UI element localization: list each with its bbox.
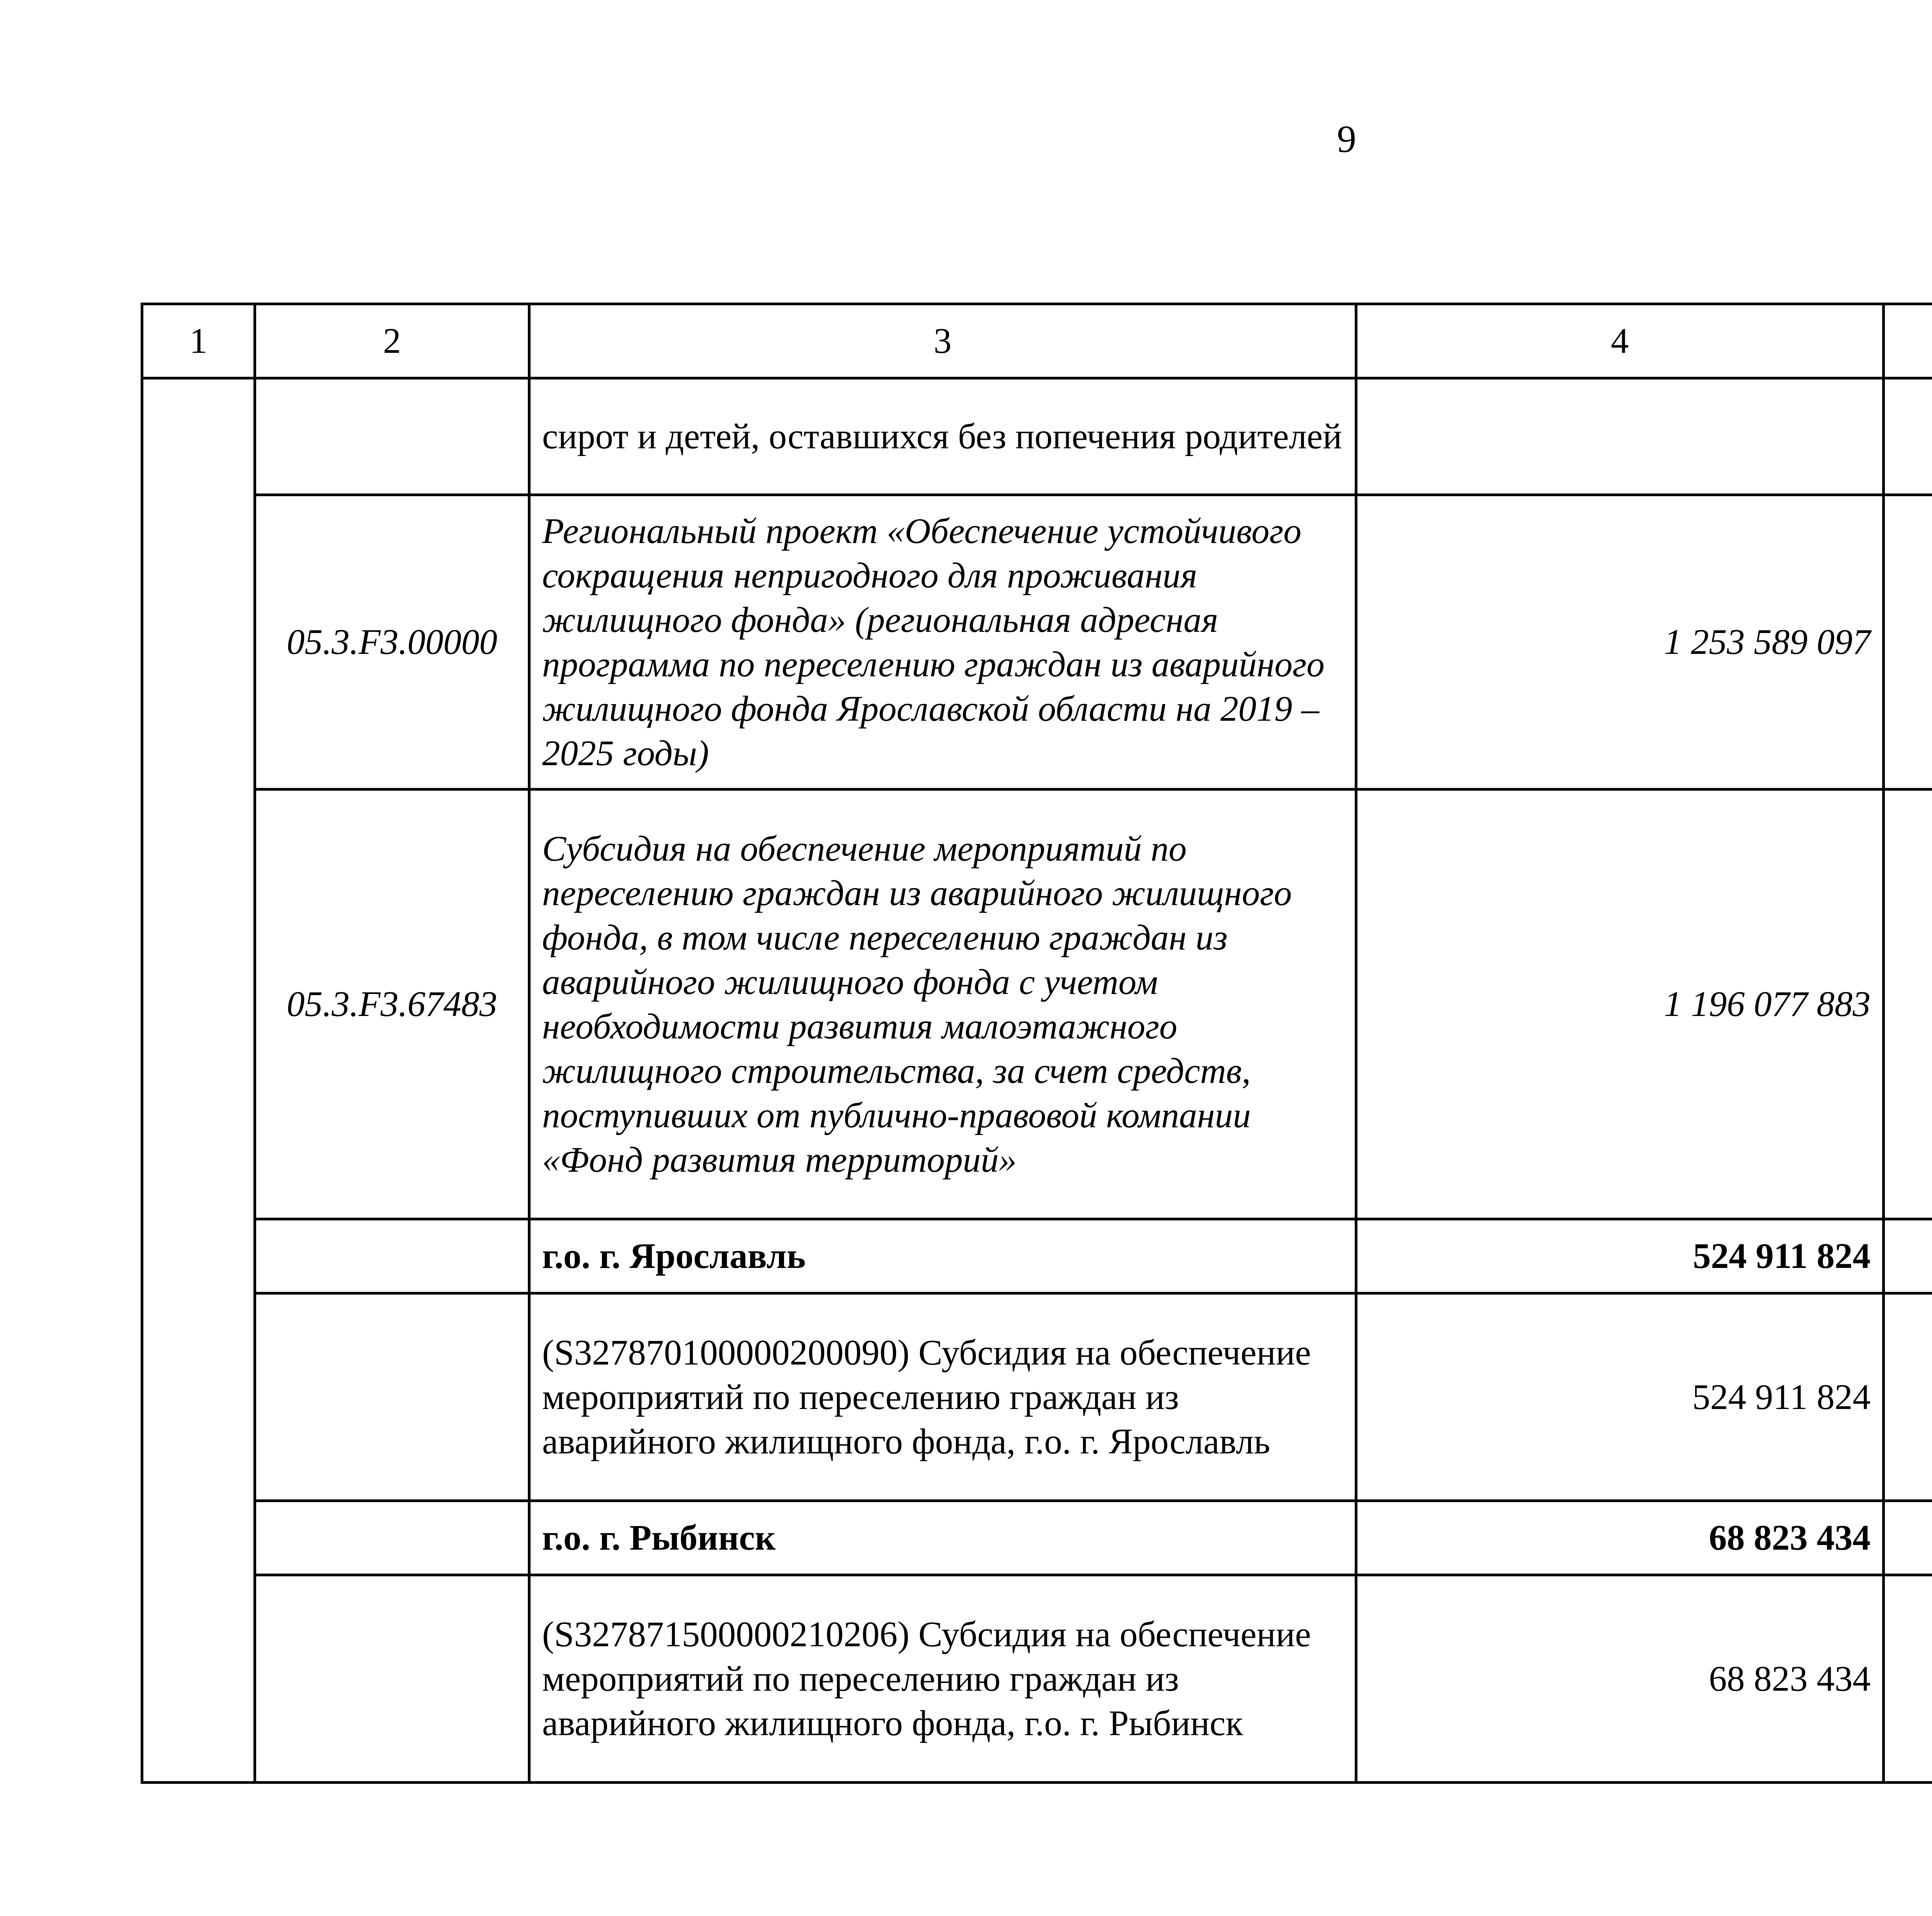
code-cell: 05.3.F3.00000 <box>255 495 529 790</box>
name-cell: Субсидия на обеспечение мероприятий по переселению граждан из аварийного жилищного фонда, в том числе переселению граждан из аварийного жилищного фонда с учетом необходимости развития малоэтажного жилищного строительства, за счет средств, поступивших от публично-правовой компании «Фонд развития территорий» <box>529 790 1356 1219</box>
table-row <box>142 378 1932 495</box>
table-row <box>142 1293 1932 1501</box>
name-cell: г.о. г. Рыбинск <box>529 1501 1356 1575</box>
table-row <box>142 1219 1932 1293</box>
table-row <box>142 1501 1932 1575</box>
name-cell: (S327870100000200090) Субсидия на обеспечение мероприятий по переселению граждан из аварийного жилищного фонда, г.о. г. Ярославль <box>529 1293 1356 1501</box>
amount-cell-col5 <box>1884 1293 1932 1501</box>
column-header-2: 2 <box>255 304 529 378</box>
name-cell: (S327871500000210206) Субсидия на обеспечение мероприятий по переселению граждан из аварийного жилищного фонда, г.о. г. Рыбинск <box>529 1575 1356 1783</box>
column-header-5 <box>1884 304 1932 378</box>
column-header-3: 3 <box>529 304 1356 378</box>
amount-cell-col4: 524 911 824 <box>1356 1219 1884 1293</box>
column-header-4: 4 <box>1356 304 1884 378</box>
amount-cell-col5 <box>1884 495 1932 790</box>
name-cell: сирот и детей, оставшихся без попечения родителей <box>529 378 1356 495</box>
amount-cell-col5 <box>1884 1219 1932 1293</box>
amount-cell-col4: 68 823 434 <box>1356 1501 1884 1575</box>
code-cell <box>255 1219 529 1293</box>
amount-cell-col4: 524 911 824 <box>1356 1293 1884 1501</box>
amount-cell-col4: 68 823 434 <box>1356 1575 1884 1783</box>
amount-cell-col5 <box>1884 1501 1932 1575</box>
code-cell <box>255 1501 529 1575</box>
amount-cell-col5 <box>1884 790 1932 1219</box>
table-header-row <box>142 304 1932 378</box>
code-cell <box>255 1575 529 1783</box>
budget-table <box>141 303 1932 1784</box>
amount-cell-col5 <box>1884 378 1932 495</box>
code-cell: 05.3.F3.67483 <box>255 790 529 1219</box>
code-cell <box>255 1293 529 1501</box>
table-row <box>142 495 1932 790</box>
row-number-cell <box>142 378 255 1783</box>
code-cell <box>255 378 529 495</box>
amount-cell-col4: 1 253 589 097 <box>1356 495 1884 790</box>
amount-cell-col5 <box>1884 1575 1932 1783</box>
name-cell: г.о. г. Ярославль <box>529 1219 1356 1293</box>
amount-cell-col4: 1 196 077 883 <box>1356 790 1884 1219</box>
table-row <box>142 1575 1932 1783</box>
amount-cell-col4 <box>1356 378 1884 495</box>
table-row <box>142 790 1932 1219</box>
name-cell: Региональный проект «Обеспечение устойчивого сокращения непригодного для проживания жилищного фонда» (региональная адресная программа по переселению граждан из аварийного жилищного фонда Ярославской области на 2019 – 2025 годы) <box>529 495 1356 790</box>
page-number: 9 <box>1337 117 1356 160</box>
column-header-1: 1 <box>142 304 255 378</box>
